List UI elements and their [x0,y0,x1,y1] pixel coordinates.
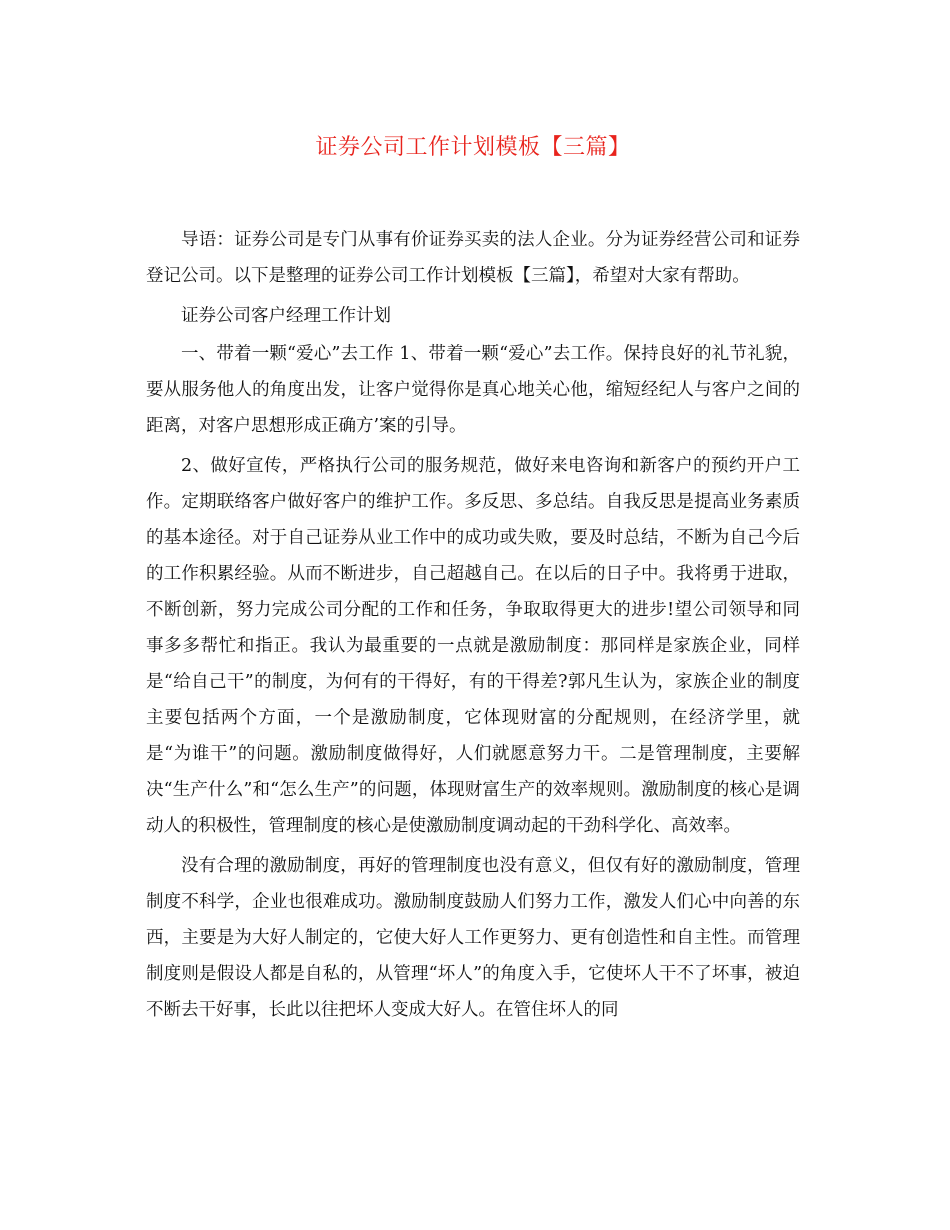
body-paragraph-2: 2、做好宣传，严格执行公司的服务规范，做好来电咨询和新客户的预约开户工作。定期联络客户做好客户的维护工作。多反思、多总结。自我反思是提高业务素质的基本途径。对于自己证券从业工作中的成功或失败，要及时总结，不断为自己今后的工作积累经验。从而不断进步，自己超越自己。在以后的日子中。我将勇于进取，不断创新，努力完成公司分配的工作和任务，争取取得更大的进步!望公司领导和同事多多帮忙和指正。我认为最重要的一点就是激励制度：那同样是家族企业，同样是“给自己干”的制度，为何有的干得好，有的干得差?郭凡生认为，家族企业的制度主要包括两个方面，一个是激励制度，它体现财富的分配规则，在经济学里，就是“为谁干”的问题。激励制度做得好，人们就愿意努力干。二是管理制度，主要解决“生产什么”和“怎么生产”的问题，体现财富生产的效率规则。激励制度的核心是调动人的积极性，管理制度的核心是使激励制度调动起的干劲科学化、高效率。 [146,456,800,836]
page-title: 证券公司工作计划模板【三篇】 [315,135,631,160]
section-heading: 证券公司客户经理工作计划 [181,306,391,326]
body-paragraph-1: 一、带着一颗“爱心”去工作 1、带着一颗“爱心”去工作。保持良好的礼节礼貌，要从服务他人的角度出发，让客户觉得你是真心地关心他，缩短经纪人与客户之间的距离，对客户思想形成正确方’案的引导。 [146,344,800,436]
body-paragraph-3: 没有合理的激励制度，再好的管理制度也没有意义，但仅有好的激励制度，管理制度不科学，企业也很难成功。激励制度鼓励人们努力工作，激发人们心中向善的东西，主要是为大好人制定的，它使大好人工作更努力、更有创造性和自主性。而管理制度则是假设人都是自私的，从管理“坏人”的角度入手，它使坏人干不了坏事，被迫不断去干好事，长此以往把坏人变成大好人。在管住坏人的同 [146,856,800,1020]
intro-paragraph: 导语：证券公司是专门从事有价证券买卖的法人企业。分为证券经营公司和证券登记公司。以下是整理的证券公司工作计划模板【三篇】，希望对大家有帮助。 [146,230,800,286]
